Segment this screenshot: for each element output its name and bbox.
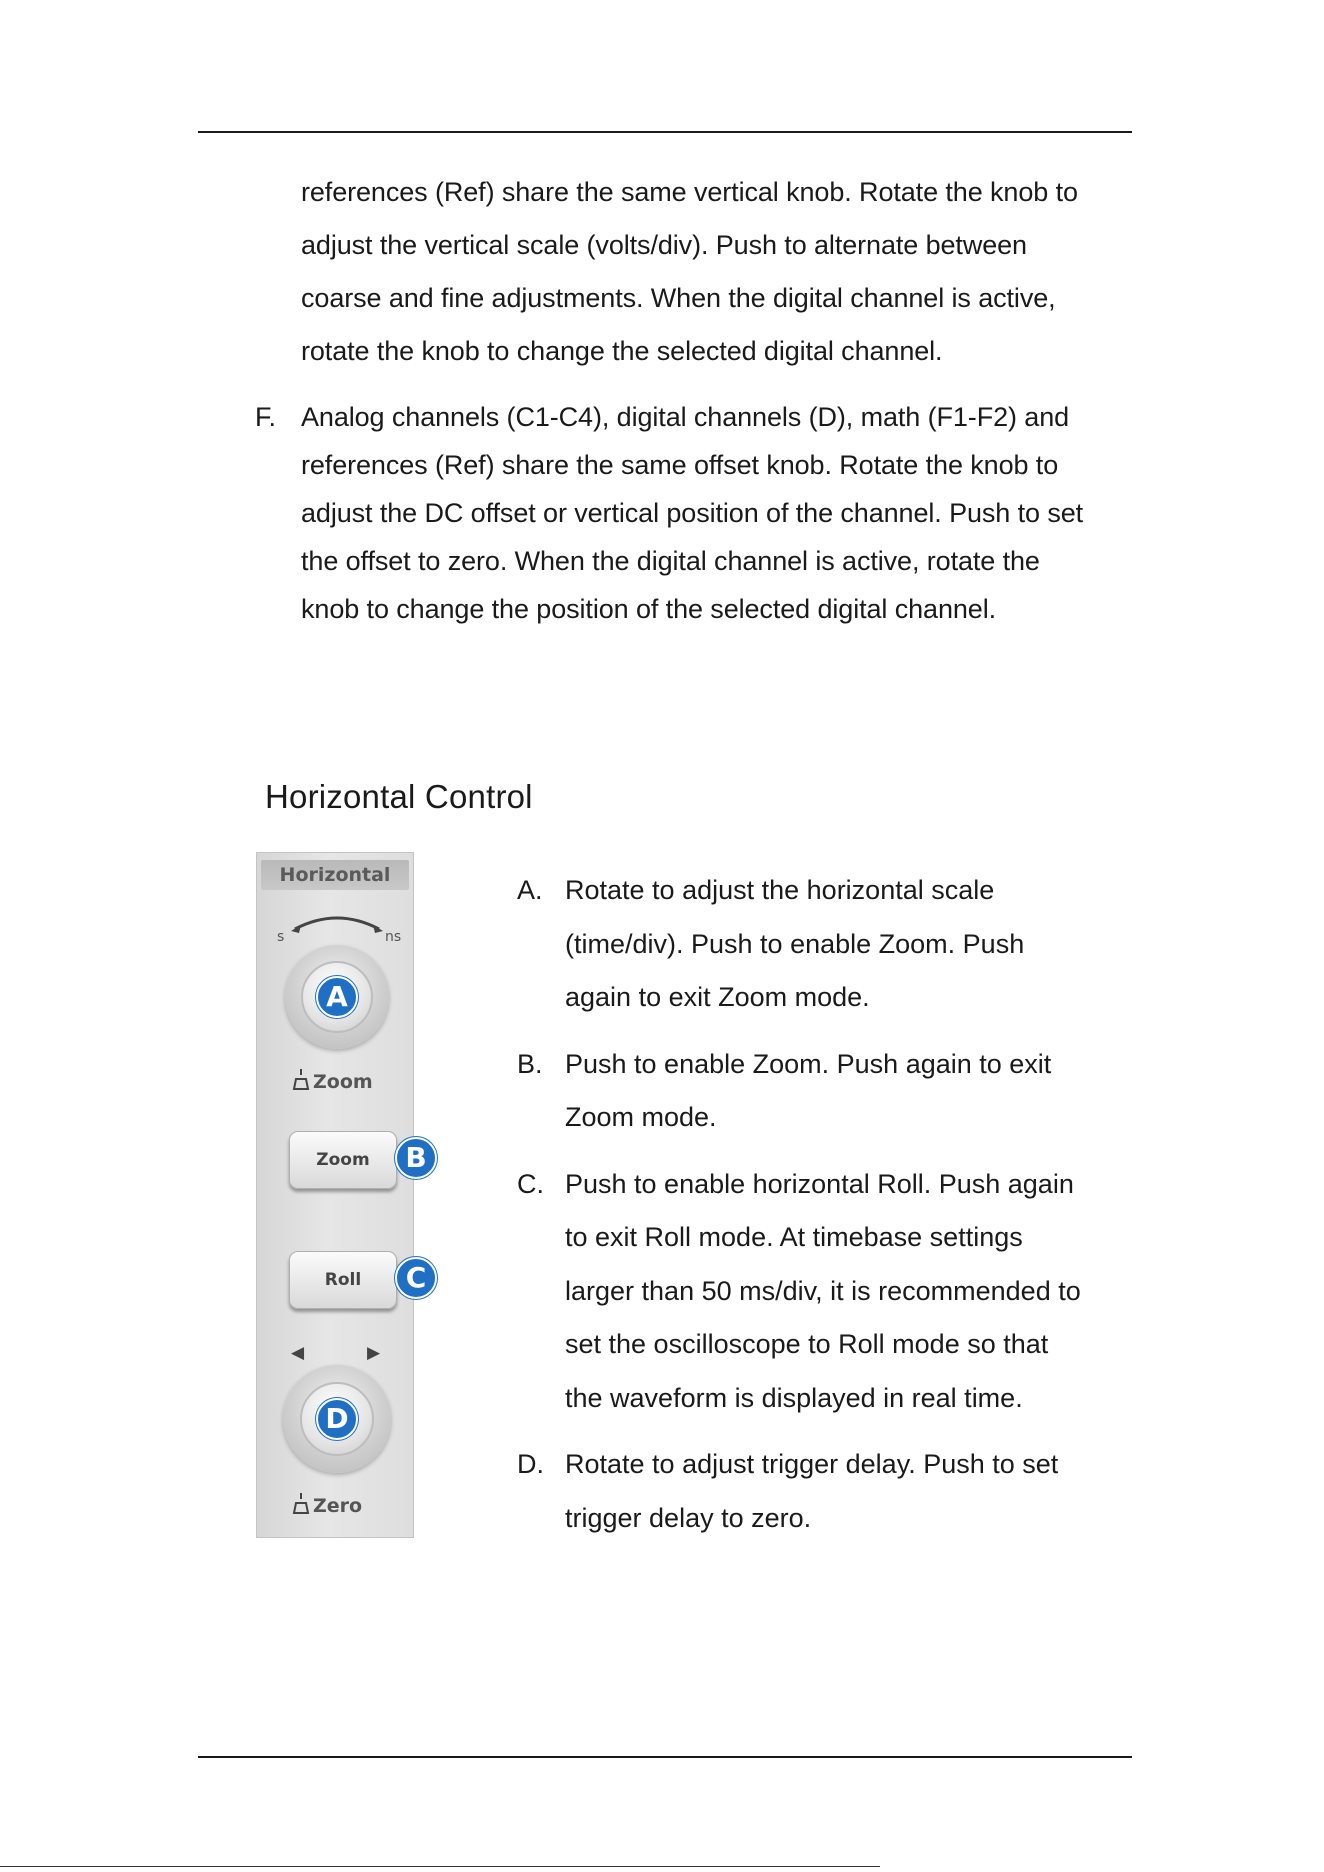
item-line: Zoom mode.	[565, 1102, 717, 1132]
badge-c: C	[395, 1257, 437, 1299]
scale-arc-icon	[287, 907, 387, 937]
continuation-line: rotate the knob to change the selected digital channel.	[301, 336, 943, 366]
panel-title: Horizontal	[261, 860, 409, 890]
continuation-line: references (Ref) share the same vertical knob. Rotate the knob to	[301, 177, 1078, 207]
arrow-right-icon: ▶	[367, 1343, 381, 1362]
horizontal-panel-figure	[256, 852, 427, 1538]
item-letter: B.	[517, 1048, 543, 1079]
list-item	[517, 864, 1081, 1025]
item-line: larger than 50 ms/div, it is recommended to	[565, 1275, 1081, 1306]
scale-ns-label: ns	[385, 929, 402, 945]
list-item	[517, 1158, 1081, 1426]
zero-knob-label: Zero	[313, 1495, 363, 1517]
item-f-line: references (Ref) share the same offset knob. Rotate the knob to	[301, 450, 1059, 480]
item-f-letter: F.	[255, 402, 277, 432]
item-line: trigger delay to zero.	[565, 1502, 812, 1533]
item-line: Push to enable horizontal Roll. Push again	[565, 1168, 1074, 1199]
item-letter: D.	[517, 1449, 544, 1479]
trigger-delay-knob[interactable]	[283, 1365, 391, 1473]
push-icon	[292, 1069, 310, 1091]
zoom-knob-label: Zoom	[313, 1071, 373, 1093]
item-line: Rotate to adjust trigger delay. Push to set	[565, 1449, 1059, 1479]
list-item	[517, 1038, 1081, 1145]
item-f-line: the offset to zero. When the digital channel is active, rotate the	[301, 546, 1040, 576]
item-f-paragraph	[301, 393, 1083, 633]
badge-a: A	[316, 976, 358, 1018]
scale-s-label: s	[277, 929, 285, 945]
section-heading: Horizontal Control	[265, 778, 533, 816]
control-description-list	[517, 864, 1081, 1558]
continuation-line: coarse and fine adjustments. When the digital channel is active,	[301, 283, 1056, 313]
continuation-line: adjust the vertical scale (volts/div). Push to alternate between	[301, 230, 1027, 260]
item-f-line: adjust the DC offset or vertical position of the channel. Push to set	[301, 498, 1084, 528]
push-icon	[292, 1493, 310, 1515]
item-f-line: Analog channels (C1-C4), digital channels (D), math (F1-F2) and	[301, 402, 1070, 432]
badge-d: D	[316, 1398, 358, 1440]
item-f-line: knob to change the position of the selected digital channel.	[301, 594, 996, 624]
item-letter: A.	[517, 875, 543, 905]
footer-rule	[198, 1756, 1132, 1758]
item-line: (time/div). Push to enable Zoom. Push	[565, 928, 1025, 959]
horizontal-scale-knob[interactable]	[285, 945, 389, 1049]
item-letter: C.	[517, 1168, 544, 1199]
item-line: Rotate to adjust the horizontal scale	[565, 875, 995, 905]
header-rule	[198, 131, 1132, 133]
item-line: the waveform is displayed in real time.	[565, 1382, 1023, 1413]
roll-button[interactable]: Roll	[289, 1251, 397, 1309]
arrow-left-icon: ◀	[291, 1343, 305, 1362]
item-line: set the oscilloscope to Roll mode so that	[565, 1329, 1049, 1359]
continuation-paragraph	[301, 166, 1078, 378]
list-item	[517, 1438, 1081, 1545]
item-line: Push to enable Zoom. Push again to exit	[565, 1048, 1052, 1079]
page-edge-rule	[0, 1866, 880, 1867]
item-line: again to exit Zoom mode.	[565, 982, 870, 1012]
zoom-button[interactable]: Zoom	[289, 1131, 397, 1189]
badge-b: B	[395, 1137, 437, 1179]
item-line: to exit Roll mode. At timebase settings	[565, 1222, 1023, 1252]
